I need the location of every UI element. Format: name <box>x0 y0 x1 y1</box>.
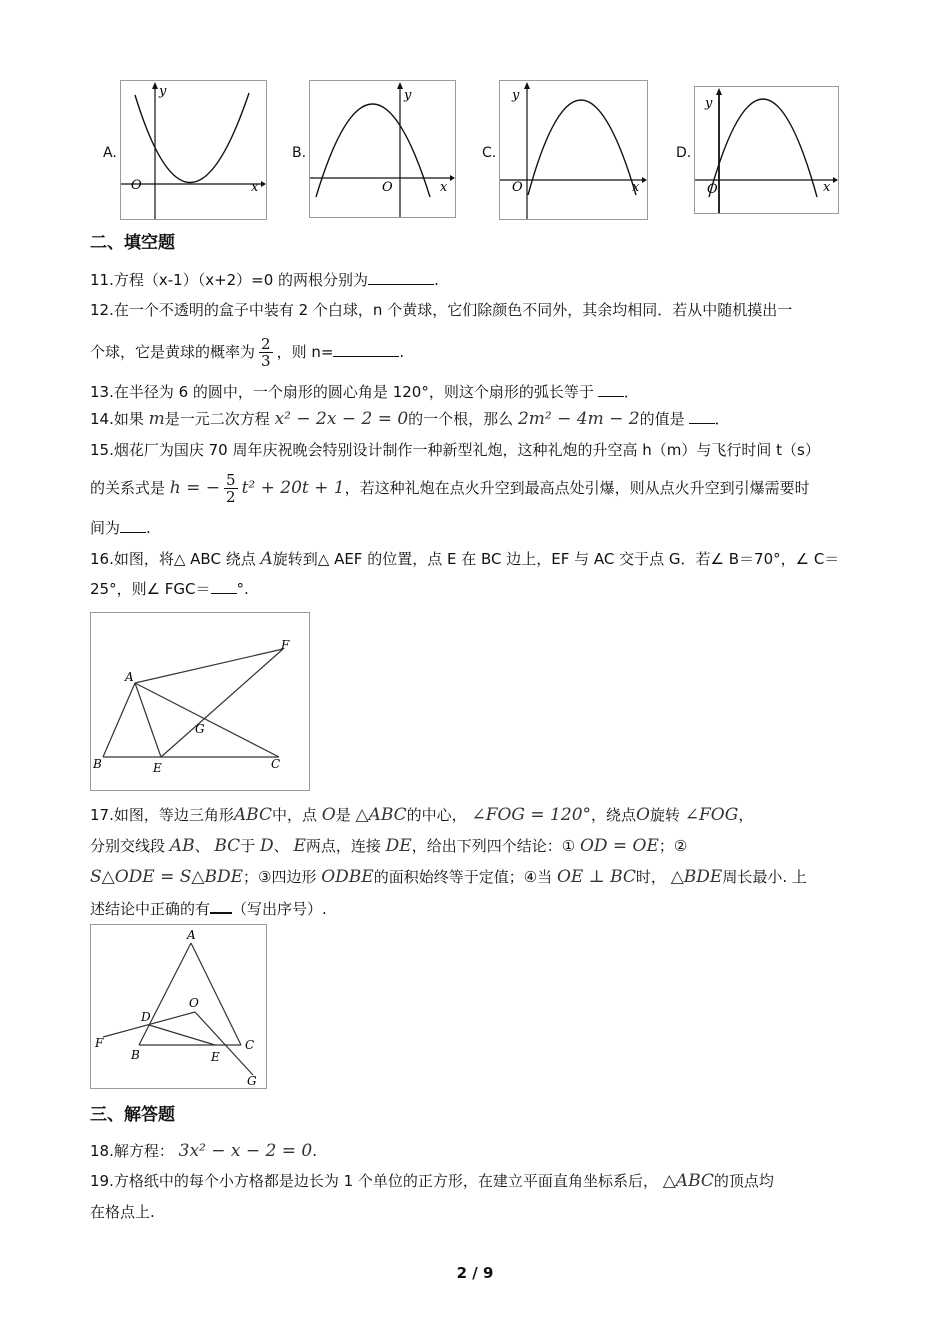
q14-m: m <box>148 409 165 429</box>
q12-text-a: 个球，它是黄球的概率为 <box>90 343 256 361</box>
q12-text-b: ，则 n= <box>276 343 334 361</box>
question-12-line1: 12.在一个不透明的盒子中装有 2 个白球，n 个黄球，它们除颜色不同外，其余均相同．若从中随机摸出一 <box>90 301 793 319</box>
q13-text: 13.在半径为 6 的圆中，一个扇形的圆心角是 120°，则这个扇形的弧长等于 <box>90 383 594 401</box>
q17-abc: ABC <box>233 805 272 825</box>
label-e: E <box>211 1050 220 1064</box>
q17-o: O <box>321 805 336 825</box>
y-label: y <box>512 88 520 103</box>
option-b-label: B. <box>292 145 307 161</box>
option-d-graph <box>694 86 839 214</box>
label-f: F <box>95 1036 104 1050</box>
q11-text: 11.方程（x-1）（x+2）=0 的两根分别为 <box>90 271 369 289</box>
q14-equation: x² − 2x − 2 = 0 <box>274 409 409 429</box>
label-a: A <box>187 928 196 942</box>
parabola <box>135 93 249 183</box>
q17-angle2: ∠FOG <box>684 805 739 825</box>
option-c-label: C. <box>482 145 497 161</box>
parabola <box>709 99 817 197</box>
q18-end: . <box>312 1142 318 1160</box>
q17-text-2e: 两点，连接 <box>305 837 381 855</box>
q17-eq3: OE ⊥ BC <box>556 867 636 887</box>
label-g: G <box>195 722 205 736</box>
q17-ab: AB <box>169 836 195 856</box>
q17-text-1e: ，绕点 <box>591 806 637 824</box>
label-b: B <box>93 757 102 771</box>
figure-16 <box>90 612 310 791</box>
y-arrow-icon <box>524 82 530 89</box>
q17-eq2: S△ODE = S△BDE <box>90 867 243 887</box>
q14-text-c: 的一个根，那么 <box>408 410 514 428</box>
q16-blank <box>211 579 237 594</box>
q17-text-3b: 的面积始终等于定值；④当 <box>373 868 553 886</box>
label-f: F <box>281 638 290 652</box>
segment-af <box>135 649 283 683</box>
x-arrow-icon <box>833 177 838 183</box>
q17-text-2d: 、 <box>273 837 289 855</box>
option-c-svg <box>500 81 647 219</box>
q17-text-1b: 中，点 <box>271 806 317 824</box>
option-b-graph <box>309 80 456 218</box>
question-15-line3 <box>90 518 151 538</box>
question-14 <box>90 409 730 429</box>
q18-equation: 3x² − x − 2 = 0 <box>178 1141 313 1161</box>
segment-ab <box>103 683 135 757</box>
question-15-line2 <box>90 470 810 506</box>
parabola <box>316 104 430 197</box>
question-16-line1 <box>90 549 839 569</box>
option-d-label: D. <box>676 145 692 161</box>
q17-d: D <box>260 836 274 856</box>
q16-point-a: A <box>260 549 273 569</box>
q15-eq-h: h = − <box>169 478 221 498</box>
label-a: A <box>125 670 134 684</box>
q17-text-1d: 的中心， <box>406 806 467 824</box>
q17-angle: ∠FOG = 120° <box>471 805 592 825</box>
question-17-line1 <box>90 805 753 825</box>
q17-text-3d: 周长最小. 上 <box>722 868 807 886</box>
question-11 <box>90 270 439 290</box>
origin-label: O <box>707 182 718 197</box>
question-19-line1 <box>90 1171 774 1191</box>
option-c-graph <box>499 80 648 220</box>
q17-de: DE <box>385 836 412 856</box>
figure-16-svg <box>91 613 309 790</box>
y-arrow-icon <box>152 82 158 89</box>
q11-blank <box>368 270 434 285</box>
q11-end: . <box>434 271 439 289</box>
question-16-line2 <box>90 579 249 599</box>
q16-text-b: 旋转到△ AEF 的位置，点 E 在 BC 边上，EF 与 AC 交于点 G．若∠ B＝70°，∠ C＝ <box>272 550 840 568</box>
label-c: C <box>245 1038 255 1052</box>
q15-frac-num: 5 <box>226 471 236 489</box>
page-number: 2 / 9 <box>456 1264 494 1282</box>
q14-expression: 2m² − 4m − 2 <box>517 409 640 429</box>
q16-end: °. <box>236 580 249 598</box>
x-label: x <box>632 180 640 195</box>
section-title-fill-blank: 二、填空题 <box>90 233 175 253</box>
q16-text-a: 16.如图，将△ ABC 绕点 <box>90 550 256 568</box>
option-a-label: A. <box>103 145 117 161</box>
q17-text-3c: 时， <box>635 868 666 886</box>
q17-text-3a: ；③四边形 <box>243 868 317 886</box>
q17-blank <box>210 898 232 914</box>
q17-tri-bde: △BDE <box>670 867 723 887</box>
q15-text-a: 的关系式是 <box>90 479 166 497</box>
q15-text-b: ，若这种礼炮在点火升空到最高点处引爆，则从点火升空到引爆需要时 <box>344 479 810 497</box>
question-12-line2 <box>90 334 404 370</box>
q15-frac-den: 2 <box>226 488 236 506</box>
q15-text-c: 间为 <box>90 519 121 537</box>
label-d: D <box>141 1010 151 1024</box>
q19-text-a: 19.方格纸中的每个小方格都是边长为 1 个单位的正方形，在建立平面直角坐标系后， <box>90 1172 658 1190</box>
option-a-graph <box>120 80 267 220</box>
origin-label: O <box>512 180 523 195</box>
label-o: O <box>189 996 199 1010</box>
q17-text-2f: ，给出下列四个结论：① <box>411 837 576 855</box>
q19-text-b: 的顶点均 <box>713 1172 774 1190</box>
option-b-svg <box>310 81 455 217</box>
q19-tri-abc: △ABC <box>662 1171 714 1191</box>
label-e: E <box>153 761 162 775</box>
question-17-line2 <box>90 836 687 856</box>
y-label: y <box>404 88 412 103</box>
q12-end: . <box>399 343 405 361</box>
q12-blank <box>333 342 399 357</box>
q17-eq1: OD = OE <box>579 836 659 856</box>
q12-fraction <box>259 336 273 369</box>
q12-frac-num: 2 <box>261 335 271 353</box>
q15-eq-rest: t² + 20t + 1 <box>241 478 345 498</box>
q17-text-4a: 述结论中正确的有 <box>90 900 211 918</box>
label-c: C <box>271 757 281 771</box>
x-label: x <box>440 180 448 195</box>
option-a-svg <box>121 81 266 219</box>
origin-label: O <box>131 178 142 193</box>
segment-ef <box>161 649 283 757</box>
label-b: B <box>131 1048 140 1062</box>
y-label: y <box>705 96 713 111</box>
x-arrow-icon <box>450 175 455 181</box>
q17-text-2b: 、 <box>194 837 210 855</box>
label-g: G <box>247 1074 257 1088</box>
q14-text-d: 的值是 <box>639 410 685 428</box>
question-17-line3 <box>90 867 807 887</box>
q17-text-2a: 分别交线段 <box>90 837 166 855</box>
q17-bc: BC <box>214 836 241 856</box>
q18-text: 18.解方程： <box>90 1142 174 1160</box>
q12-frac-den: 3 <box>261 352 271 370</box>
q17-text-1c: 是 <box>335 806 351 824</box>
q17-text-2c: 于 <box>240 837 256 855</box>
q14-blank <box>689 409 715 424</box>
q17-tri-abc: △ABC <box>355 805 407 825</box>
segment-de <box>149 1025 215 1045</box>
x-arrow-icon <box>642 177 647 183</box>
q15-end: . <box>146 519 151 537</box>
q17-text-2g: ；② <box>658 837 688 855</box>
q17-text-1f: 旋转 <box>649 806 680 824</box>
q13-end: ． <box>623 383 639 401</box>
figure-17 <box>90 924 267 1089</box>
y-arrow-icon <box>716 88 722 95</box>
q13-blank <box>598 382 624 397</box>
question-17-line4 <box>90 898 327 919</box>
q17-text-1a: 17.如图，等边三角形 <box>90 806 234 824</box>
q17-odbe: ODBE <box>321 867 374 887</box>
q17-o2: O <box>636 805 650 825</box>
q15-blank <box>120 518 146 533</box>
question-13 <box>90 382 639 402</box>
q17-e: E <box>293 836 306 856</box>
q14-text-a: 14.如果 <box>90 410 144 428</box>
x-label: x <box>251 180 259 195</box>
x-label: x <box>823 180 831 195</box>
segment-ac <box>191 943 241 1045</box>
origin-label: O <box>382 180 393 195</box>
question-15-line1: 15.烟花厂为国庆 70 周年庆祝晚会特别设计制作一种新型礼炮，这种礼炮的升空高 h（m）与飞行时间 t（s） <box>90 441 820 459</box>
parabola <box>528 100 636 195</box>
q16-text-c: 25°，则∠ FGC＝ <box>90 580 211 598</box>
y-arrow-icon <box>397 82 403 89</box>
question-18 <box>90 1141 317 1161</box>
question-19-line2: 在格点上. <box>90 1203 155 1221</box>
x-arrow-icon <box>261 181 266 187</box>
option-d-svg <box>695 87 838 213</box>
figure-17-svg <box>91 925 266 1088</box>
y-label: y <box>159 84 167 99</box>
section-title-answer: 三、解答题 <box>90 1105 175 1125</box>
q17-text-1g: ， <box>738 806 754 824</box>
q14-text-b: 是一元二次方程 <box>164 410 270 428</box>
q17-text-4b: （写出序号）. <box>232 900 327 918</box>
q15-fraction <box>224 472 238 505</box>
q14-end: ． <box>714 410 730 428</box>
